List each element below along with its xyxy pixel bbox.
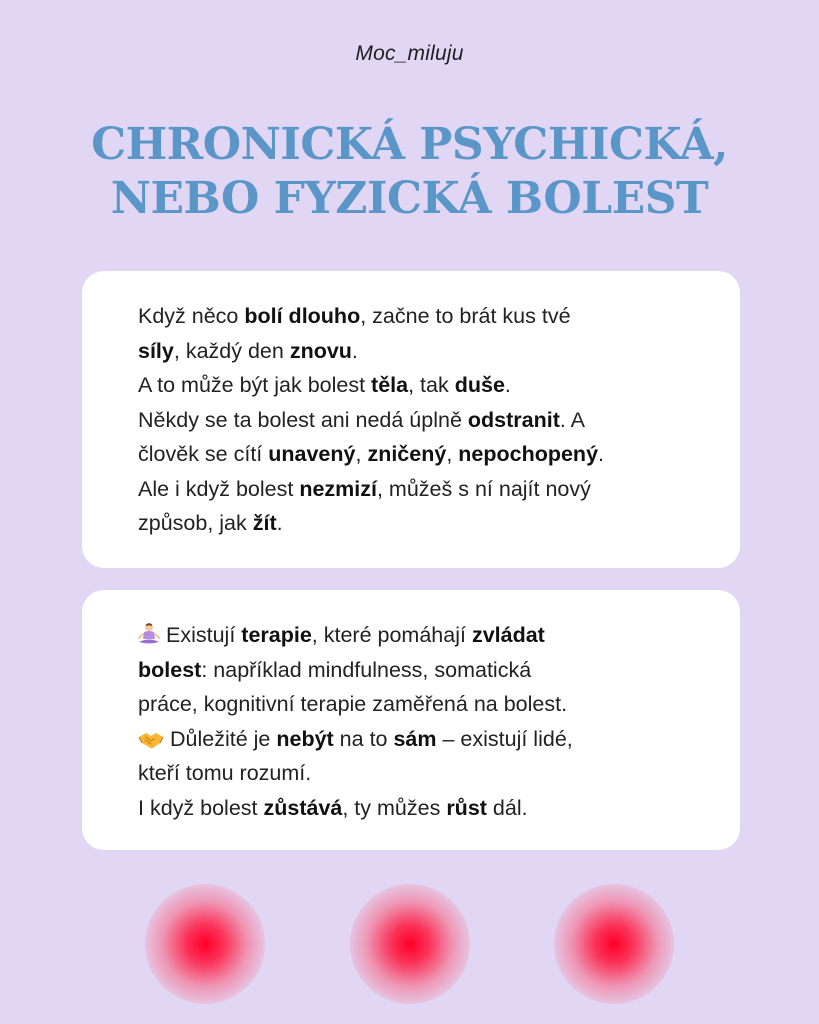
intro-line-3: A to může být jak bolest těla, tak duše. bbox=[138, 373, 511, 397]
intro-line-5: člověk se cítí unavený, zničený, nepochopený. bbox=[138, 442, 605, 466]
intro-line-6: Ale i když bolest nezmizí, můžeš s ní najít nový bbox=[138, 476, 591, 501]
author-handle: Moc_miluju bbox=[355, 42, 464, 65]
handshake-icon bbox=[138, 728, 164, 750]
person-meditating-icon bbox=[138, 622, 160, 646]
intro-line-4: Někdy se ta bolest ani nedá úplně odstranit. A bbox=[138, 407, 585, 432]
title-line-2: NEBO FYZICKÁ BOLEST bbox=[110, 173, 709, 224]
intro-line-1: Když něco bolí dlouho, začne to brát kus tvé bbox=[138, 304, 571, 328]
help-line-6: I když bolest zůstává, ty můžes růst dál. bbox=[138, 795, 528, 820]
red-glow-dot-1 bbox=[145, 884, 265, 1004]
help-line-5: kteří tomu rozumí. bbox=[138, 761, 312, 785]
red-glow-dot-3 bbox=[554, 884, 674, 1004]
title-line-1: CHRONICKÁ PSYCHICKÁ, bbox=[91, 119, 728, 170]
page-title bbox=[0, 118, 819, 226]
red-glow-dot-2 bbox=[350, 884, 470, 1004]
intro-line-2: síly, každý den znovu. bbox=[138, 338, 358, 363]
help-line-4: Důležité je nebýt na to sám – existují lidé, bbox=[138, 722, 710, 757]
help-line-3: práce, kognitivní terapie zaměřená na bolest. bbox=[138, 692, 568, 716]
intro-card bbox=[82, 271, 740, 568]
intro-line-7: způsob, jak žít. bbox=[138, 511, 283, 535]
help-line-1: Existují terapie, které pomáhají zvládat bbox=[138, 618, 710, 653]
help-card bbox=[82, 590, 740, 850]
help-line-2: bolest: například mindfulness, somatická bbox=[138, 657, 532, 682]
